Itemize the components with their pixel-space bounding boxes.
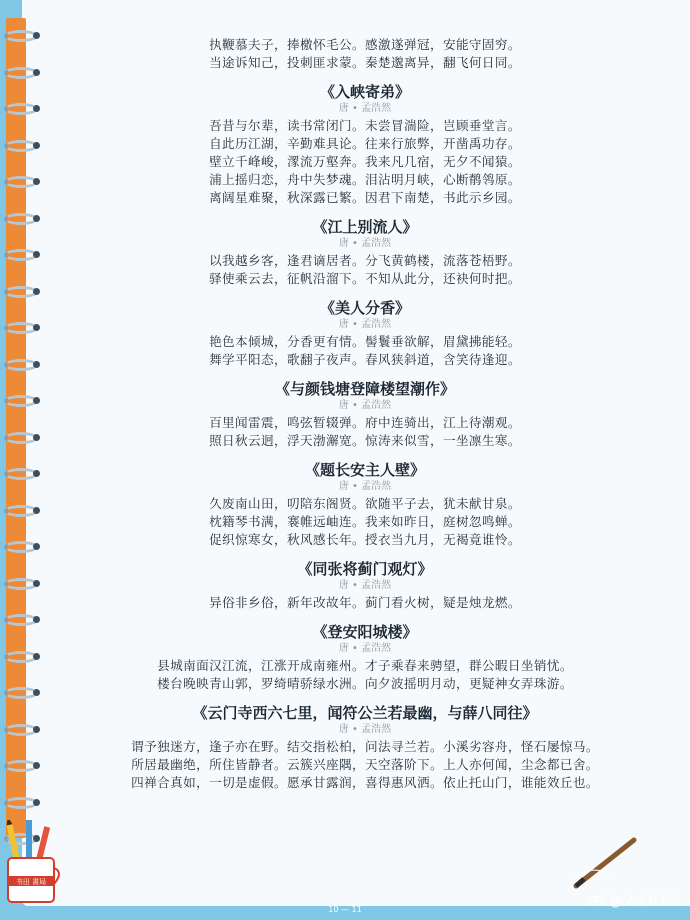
watermark-text: @文史札记 [608,894,674,909]
binder-hole [33,799,40,806]
binder-hole [33,361,40,368]
binder-hole [33,142,40,149]
poem-line: 壁立千峰峻，潈流万壑奔。我来凡几宿，无夕不闻猿。 [209,154,521,169]
poem-line: 百里闻雷震，鸣弦暂辍弹。府中连骑出，江上待潮观。 [209,415,521,430]
binder-hole [33,434,40,441]
poem-author: 唐 • 孟浩然 [338,238,392,249]
poem-title: 《江上别流人》 [312,218,418,236]
poem-title: 《登安阳城楼》 [312,623,418,641]
poem-author: 唐 • 孟浩然 [338,643,392,654]
poem-line: 舞学平阳态，歌翻子夜声。春风狭斜道，含笑待逢迎。 [209,352,521,367]
weibo-icon [589,894,605,906]
binder-hole [33,507,40,514]
page-numbers: 10 — 11 [328,905,362,914]
poem-block [80,380,650,450]
binder-hole [33,251,40,258]
poem-content [80,36,650,803]
poem-line: 离阔星难聚，秋深露已繁。因君下南楚，书此示乡园。 [209,190,521,205]
poem-block [80,560,650,612]
binder-hole [33,215,40,222]
poem-block [80,704,650,792]
poem-line: 县城南面汉江流，江涨开成南雍州。才子乘春来骋望，群公暇日坐销忧。 [157,658,573,673]
poem-line: 异俗非乡俗，新年改故年。蓟门看火树，疑是烛龙燃。 [209,595,521,610]
poem-line: 久废南山田，叨陪东阁贤。欲随平子去，犹未献甘泉。 [209,496,521,511]
pen-illustration [570,834,640,890]
cup-label: 书田 書局 [15,878,47,886]
poem-title: 《同张将蓟门观灯》 [297,560,433,578]
poem-line: 当途诉知己，投刺匪求蒙。秦楚邈离异，翻飞何日同。 [209,55,521,70]
binder-hole [33,470,40,477]
binder-hole [33,32,40,39]
poem-block [80,299,650,369]
binder-hole [33,397,40,404]
watermark [589,890,674,909]
binder-hole [33,69,40,76]
binder-hole [33,616,40,623]
poem-author: 唐 • 孟浩然 [338,481,392,492]
poem-title: 《云门寺西六七里，闻符公兰若最幽，与薛八同往》 [192,704,538,722]
pencil-cup-illustration [0,820,66,912]
poem-line: 促织惊寒女，秋风感长年。授衣当九月，无褐竟谁怜。 [209,532,521,547]
binder-hole [33,178,40,185]
poem-author: 唐 • 孟浩然 [338,400,392,411]
poem-title: 《题长安主人壁》 [304,461,425,479]
poem-line: 浦上摇归恋，舟中失梦魂。泪沾明月峡，心断鹡鸰原。 [209,172,521,187]
binder-hole [33,105,40,112]
binder-hole [33,543,40,550]
poem-author: 唐 • 孟浩然 [338,724,392,735]
poem-line: 四禅合真如，一切是虚假。愿承甘露润，喜得惠风洒。依止托山门，谁能效丘也。 [131,775,599,790]
binder-hole [33,324,40,331]
poem-line: 以我越乡客，逢君谪居者。分飞黄鹤楼，流落苍梧野。 [209,253,521,268]
poem-author: 唐 • 孟浩然 [338,580,392,591]
intro-poem-continuation [80,36,650,72]
poem-block [80,623,650,693]
poem-block [80,83,650,207]
poem-line: 吾昔与尔辈，读书常闭门。未尝冒湍险，岂顾垂堂言。 [209,118,521,133]
poem-title: 《与颜钱塘登障楼望潮作》 [274,380,455,398]
poem-title: 《美人分香》 [319,299,410,317]
poem-line: 执鞭慕夫子，捧檄怀毛公。感激遂弹冠，安能守固穷。 [209,37,521,52]
poem-line: 楼台晚映青山郭，罗绮晴骄绿水洲。向夕波摇明月动，更疑神女弄珠游。 [157,676,573,691]
poem-line: 照日秋云迥，浮天渤澥宽。惊涛来似雪，一坐凛生寒。 [209,433,521,448]
poem-list [80,83,650,792]
poem-block [80,461,650,549]
poem-line: 驿使乘云去，征帆沿溜下。不知从此分，还袂何时把。 [209,271,521,286]
poem-block [80,218,650,288]
binder-hole [33,726,40,733]
poem-line: 所居最幽绝，所住皆静者。云簇兴座隅，天空落阶下。上人亦何闻，尘念都已舍。 [131,757,599,772]
binder-hole [33,653,40,660]
binder-hole [33,288,40,295]
binder-hole [33,689,40,696]
poem-line: 枕籍琴书满，褰帷远岫连。我来如昨日，庭树忽鸣蝉。 [209,514,521,529]
poem-title: 《入峡寄弟》 [319,83,410,101]
binder-hole [33,580,40,587]
poem-author: 唐 • 孟浩然 [338,319,392,330]
poem-line: 谓予独迷方，逢子亦在野。结交指松柏，问法寻兰若。小溪劣容舟，怪石屡惊马。 [131,739,599,754]
poem-line: 自此历江湖，辛勤难具论。往来行旅弊，开凿禹功存。 [209,136,521,151]
poem-line: 艳色本倾城，分香更有情。髻鬟垂欲解，眉黛拂能轻。 [209,334,521,349]
poem-author: 唐 • 孟浩然 [338,103,392,114]
binder-hole [33,762,40,769]
